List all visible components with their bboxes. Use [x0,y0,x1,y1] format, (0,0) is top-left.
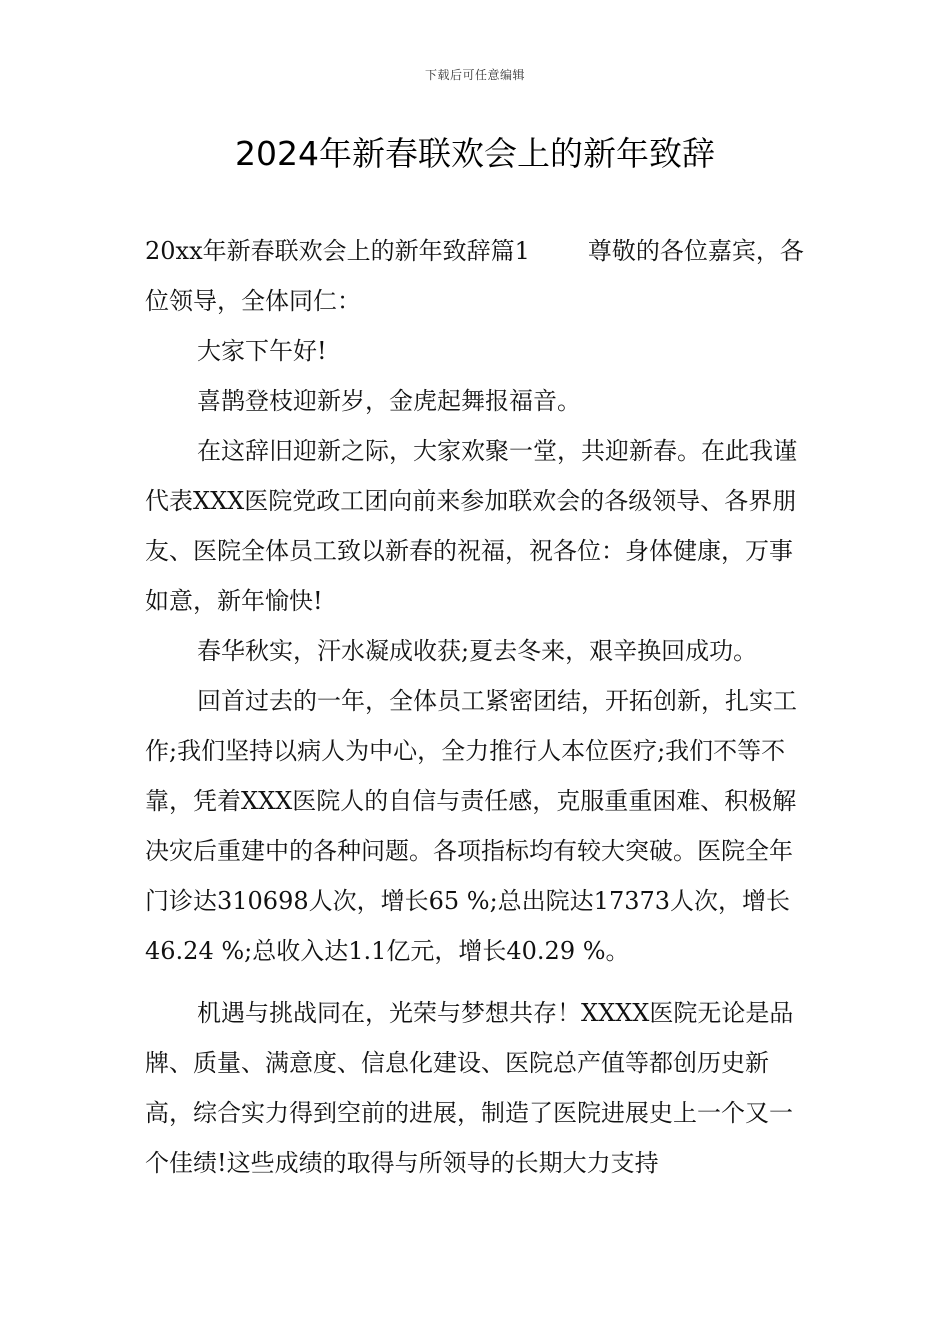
paragraph-review: 回首过去的一年，全体员工紧密团结，开拓创新，扎实工作;我们坚持以病人为中心，全力推行人本位医疗;我们不等不靠，凭着XXX医院人的自信与责任感，克服重重困难、积极解决灾后重建中的各种问题。各项指标均有较大突破。医院全年门诊达310698人次，增长65 %;总出院达17373人次，增长46.24 %;总收入达1.1亿元，增长40.29 %。 [145,687,797,965]
paragraph-couplet: 喜鹊登枝迎新岁，金虎起舞报福音。 [197,387,581,415]
document-body [145,226,807,1188]
paragraph-blessing: 在这辞旧迎新之际，大家欢聚一堂，共迎新春。在此我谨代表XXX医院党政工团向前来参加联欢会的各级领导、各界朋友、医院全体员工致以新春的祝福，祝各位：身体健康，万事如意，新年愉快! [145,437,797,615]
intro-heading: 20xx年新春联欢会上的新年致辞篇1 [145,237,530,265]
intro-salutation: 尊敬的各位嘉宾，各位领导，全体同仁： [145,237,804,315]
header-note: 下载后可任意编辑 [424,68,525,82]
paragraph-opportunity: 机遇与挑战同在，光荣与梦想共存！XXXX医院无论是品牌、质量、满意度、信息化建设、医院总产值等都创历史新高，综合实力得到空前的进展，制造了医院进展史上一个又一个佳绩!这些成绩的取得与所领导的长期大力支持 [145,999,794,1177]
intro-paragraph [145,226,807,326]
paragraph-greeting: 大家下午好! [197,337,327,365]
document-title: 2024年新春联欢会上的新年致辞 [235,134,715,173]
paragraph-harvest: 春华秋实，汗水凝成收获;夏去冬来，艰辛换回成功。 [197,637,758,665]
